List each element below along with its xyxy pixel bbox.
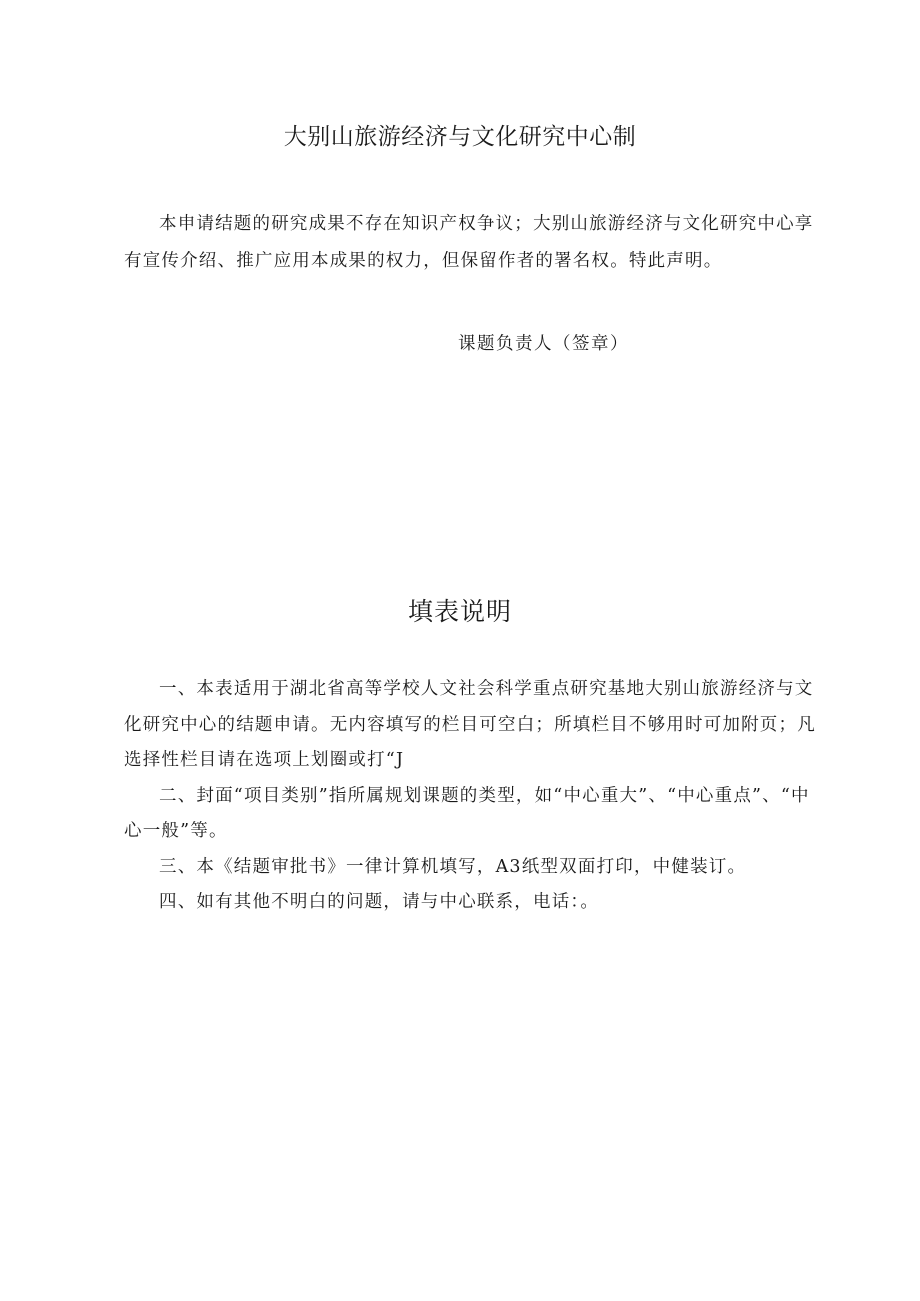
instructions-list bbox=[124, 672, 824, 921]
signature-label: 课题负责人（签章） bbox=[458, 334, 629, 354]
instructions-title: 填表说明 bbox=[407, 597, 512, 626]
declaration-text: 本申请结题的研究成果不存在知识产权争议；大别山旅游经济与文化研究中心享有宣传介绍、推广应用本成果的权力，但保留作者的署名权。特此声明。 bbox=[124, 214, 814, 271]
declaration-paragraph bbox=[124, 206, 824, 280]
instruction-item: 一、本表适用于湖北省高等学校人文社会科学重点研究基地大别山旅游经济与文化研究中心的结题申请。无内容填写的栏目可空白；所填栏目不够用时可加附页；凡选择性栏目请在选项上划圈或打“J bbox=[124, 679, 816, 770]
instruction-item: 三、本《结题审批书》一律计算机填写，A3纸型双面打印，中健装订。 bbox=[159, 856, 747, 877]
instruction-item: 二、封面“项目类别”指所属规划课题的类型，如“中心重大”、“中心重点”、“中心一般”等。 bbox=[124, 785, 810, 841]
instruction-item: 四、如有其他不明白的问题，请与中心联系，电话：。 bbox=[159, 892, 600, 912]
organization-title: 大别山旅游经济与文化研究中心制 bbox=[283, 124, 637, 150]
